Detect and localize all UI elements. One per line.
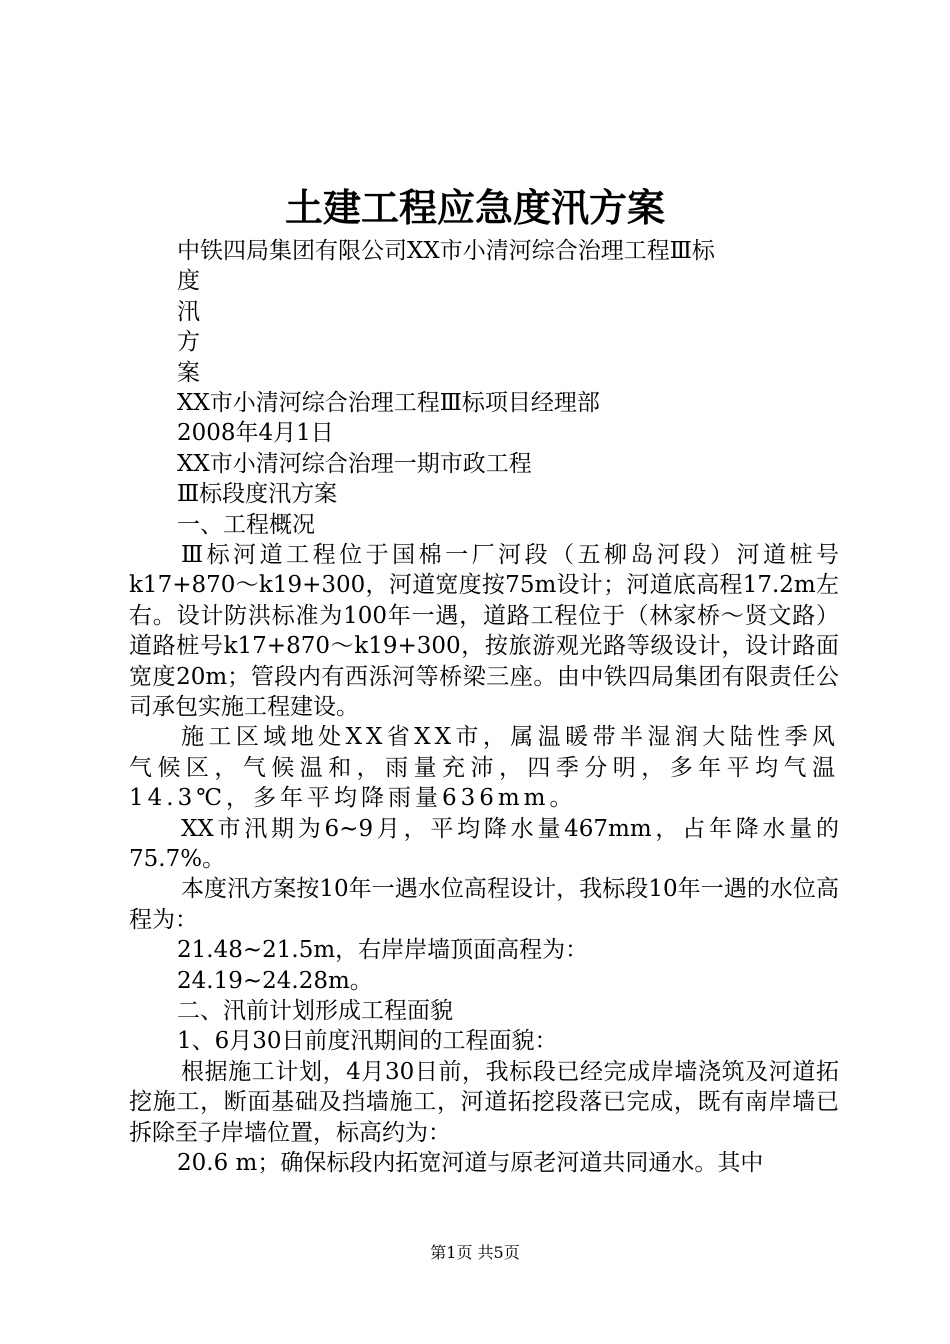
document-title: 土建工程应急度汛方案: [284, 185, 665, 230]
paragraph-elevation-continued: 20.6 m；确保标段内拓宽河道与原老河道共同通水。其中: [177, 1149, 764, 1176]
section-heading-1: 一、工程概况: [177, 511, 315, 538]
plan-name-line: Ⅲ标段度汛方案: [177, 481, 338, 508]
page-footer: 第1页 共5页: [430, 1243, 520, 1262]
vertical-char-xun: 汛: [177, 298, 200, 325]
company-line: 中铁四局集团有限公司XX市小清河综合治理工程Ⅲ标: [177, 238, 715, 264]
paragraph-design-level: 本度汛方案按10年一遇水位高程设计，我标段10年一遇的水位高程为：: [129, 876, 839, 933]
section-heading-2: 二、汛前计划形成工程面貌: [177, 997, 453, 1024]
paragraph-overview: Ⅲ标河道工程位于国棉一厂河段（五柳岛河段）河道桩号k17+870～k19+300，河道宽度按75m设计；河道底高程17.2m左右。设计防洪标准为100年一遇，道路工程位于（林家桥～贤文路）道路桩号k17+870～k19+300，按旅游观光路等级设计，设计路面宽度20m；管段内有西泺河等桥梁三座。由中铁四局集团有限责任公司承包实施工程建设。: [129, 541, 839, 720]
paragraph-climate: 施工区域地处XX省XX市，属温暖带半湿润大陆性季风气候区，气候温和，雨量充沛，四季分明，多年平均气温14.3℃，多年平均降雨量636mm。: [129, 724, 839, 812]
paragraph-construction-plan: 根据施工计划，4月30日前，我标段已经完成岸墙浇筑及河道拓挖施工，断面基础及挡墙施工，河道拓挖段落已完成，既有南岸墙已拆除至子岸墙位置，标高约为：: [129, 1058, 839, 1146]
vertical-char-an: 案: [177, 359, 200, 386]
water-level-line: 21.48~21.5m，右岸岸墙顶面高程为：: [177, 937, 589, 964]
project-name-line: XX市小清河综合治理一期市政工程: [177, 450, 532, 477]
department-line: XX市小清河综合治理工程Ⅲ标项目经理部: [177, 389, 600, 416]
document-body: [129, 236, 839, 1178]
date-line: 2008年4月1日: [177, 420, 334, 447]
vertical-char-fang: 方: [177, 329, 200, 356]
vertical-char-du: 度: [177, 268, 200, 295]
wall-elevation-line: 24.19~24.28m。: [177, 967, 373, 994]
subsection-heading-1: 1、6月30日前度汛期间的工程面貌：: [177, 1028, 558, 1055]
paragraph-flood-season: XX市汛期为6~9月，平均降水量467mm，占年降水量的75.7%。: [129, 815, 839, 872]
